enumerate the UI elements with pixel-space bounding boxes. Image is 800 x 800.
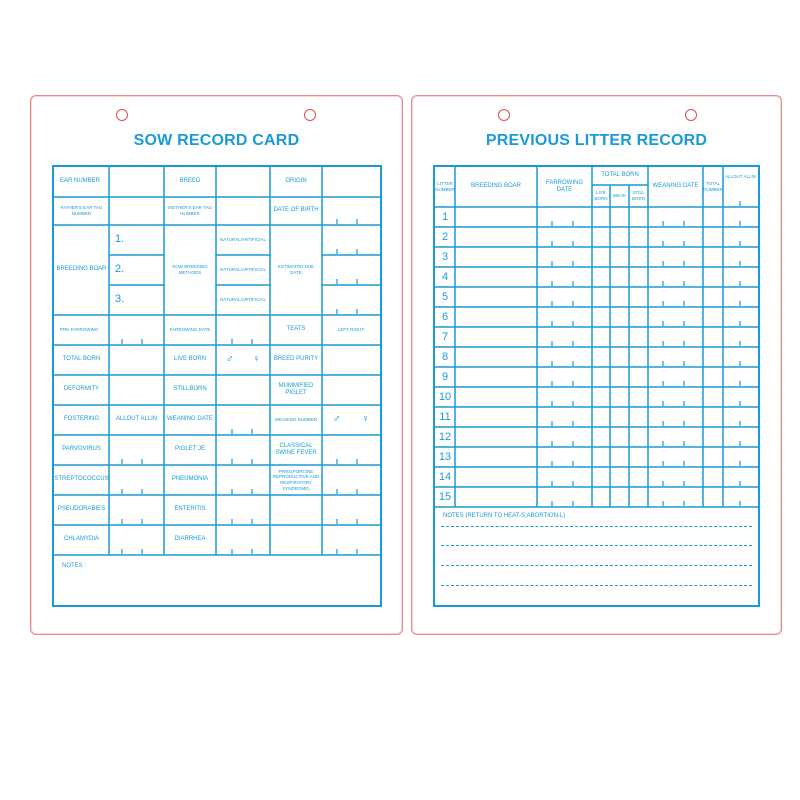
total-born-header: TOTAL BORN [601, 172, 639, 179]
male-symbol-icon: ♂ [225, 353, 234, 366]
natural-artificial-1: NATURAL/ARTIFICIAL [219, 237, 267, 243]
prrs-label: PRRS(PORCINE REPRODUCTIVE AND RESPIRATORY SYNDROME) [272, 468, 320, 491]
estimated-due-date-label: ESTIMATED DUE DATE [277, 264, 315, 275]
sow-record-card [30, 95, 403, 635]
notes-label: NOTES : [62, 563, 87, 569]
breeding-boar-label: BREEDING BOAR [56, 266, 107, 273]
pneumonia-label: PNEUMONIA [171, 476, 209, 483]
left-right-label: LEFT RIGHT [337, 327, 365, 333]
breed-label: BREED [179, 178, 201, 185]
mothers-ear-tag-label: MOTHER'S EAR TAG NUMBER [168, 205, 212, 216]
allout-allin-header: ALLOUT ALLIN [725, 174, 756, 180]
natural-artificial-2: NATURAL/ARTIFICIAL [219, 267, 267, 273]
punch-hole-left [498, 109, 510, 121]
fostering-label: FOSTERING [63, 416, 99, 423]
punch-hole-right [304, 109, 316, 121]
boar-2-label: 2. [115, 263, 125, 276]
punch-hole-left [116, 109, 128, 121]
breeding-boar-header: BREEDING BOAR [470, 183, 521, 190]
streptococcus-label: STREPTOCOCCUS [54, 476, 109, 483]
litter-row-number: 4 [441, 271, 449, 283]
origin-label: ORIGIN [285, 178, 307, 185]
male-symbol-icon-2: ♂ [332, 413, 341, 426]
weaning-number-label: WEANING NUMBER [274, 417, 318, 423]
female-symbol-icon-2: ♀ [361, 413, 370, 426]
chlamydia-label: CHLAMYDIA [63, 536, 99, 543]
parvovirus-label: PARVOVIRUS [62, 446, 101, 453]
litter-row-number: 15 [438, 491, 452, 503]
litter-row-number: 7 [441, 331, 449, 343]
card-title: PREVIOUS LITTER RECORD [485, 132, 708, 149]
boar-3-label: 3. [115, 293, 125, 306]
litter-row-number: 11 [439, 411, 451, 423]
fathers-ear-tag-label: FATHER'S EAR TAG NUMBER [60, 205, 103, 216]
pre-farrowing-label: PRE-FARROWING [60, 327, 99, 333]
diarrhea-label: DIARRHEA [174, 536, 206, 543]
stillborn-label: STILLBORN [173, 386, 207, 393]
notes-dashed-line-3 [441, 565, 752, 566]
sow-record-grid [52, 165, 382, 607]
farrowing-date-header: FARROWING DATE [546, 179, 583, 193]
litter-record-grid [433, 165, 760, 607]
enteritis-label: ENTERITIS [174, 506, 206, 513]
litter-row-number: 12 [438, 431, 452, 443]
live-born-label: LIVE BORN [173, 356, 206, 363]
litter-row-number: 5 [441, 291, 449, 303]
litter-row-number: 8 [441, 351, 449, 363]
weaning-date-header: WEANING DATE [652, 183, 699, 190]
notes-dashed-line-2 [441, 545, 752, 546]
teats-label: TEATS [286, 326, 306, 333]
card-title: SOW RECORD CARD [133, 132, 300, 149]
still-born-header: STILL BORN [631, 190, 645, 201]
weak-header: WEAK [612, 193, 627, 199]
mummified-piglet-label: MUMMIFIED PIGLET [278, 382, 314, 396]
deformity-label: DEFORMITY [63, 386, 100, 393]
total-born-label: TOTAL BORN [62, 356, 101, 363]
total-number-header: TOTAL NUMBER [703, 181, 723, 192]
previous-litter-record-card [411, 95, 782, 635]
litter-row-number: 9 [441, 371, 449, 383]
litter-number-header: LITTER NUMBER [435, 181, 455, 192]
natural-artificial-3: NATURAL/ARTIFICIAL [219, 297, 267, 303]
litter-row-number: 13 [438, 451, 452, 463]
piglet-je-label: PIGLET JE [175, 446, 205, 453]
notes-dashed-line-4 [441, 585, 752, 586]
pseudorabies-label: PSEUDORABIES [57, 506, 106, 513]
litter-row-number: 2 [441, 231, 449, 243]
classical-swine-fever-label: CLASSICAL SWINE FEVER [275, 442, 317, 456]
litter-row-number: 3 [441, 251, 449, 263]
notes-dashed-line-1 [441, 526, 752, 527]
female-symbol-icon: ♀ [252, 353, 261, 366]
boar-1-label: 1. [115, 233, 125, 246]
live-born-header: LIVE BORN [594, 190, 608, 201]
sow-breeding-methods-label: SOW BREEDING METHODS [172, 264, 208, 275]
ear-number-label: EAR NUMBER [60, 178, 101, 185]
litter-row-number: 14 [438, 471, 452, 483]
litter-row-number: 6 [441, 311, 449, 323]
weaning-date-label: WEANING DATE [167, 416, 213, 423]
litter-row-number: 10 [438, 391, 452, 403]
breed-purity-label: BREED PURITY [273, 356, 319, 363]
farrowing-date-label: FARROWING DATE [169, 327, 211, 333]
punch-hole-right [685, 109, 697, 121]
litter-row-number: 1 [441, 211, 449, 223]
litter-notes-label: NOTES (RETURN TO HEAT-S;ABORTION-L) [443, 513, 566, 519]
date-of-birth-label: DATE OF BIRTH [273, 207, 319, 214]
litter-grid-lines [435, 167, 758, 605]
allout-allin-label: ALLOUT ALLIN [115, 416, 158, 423]
